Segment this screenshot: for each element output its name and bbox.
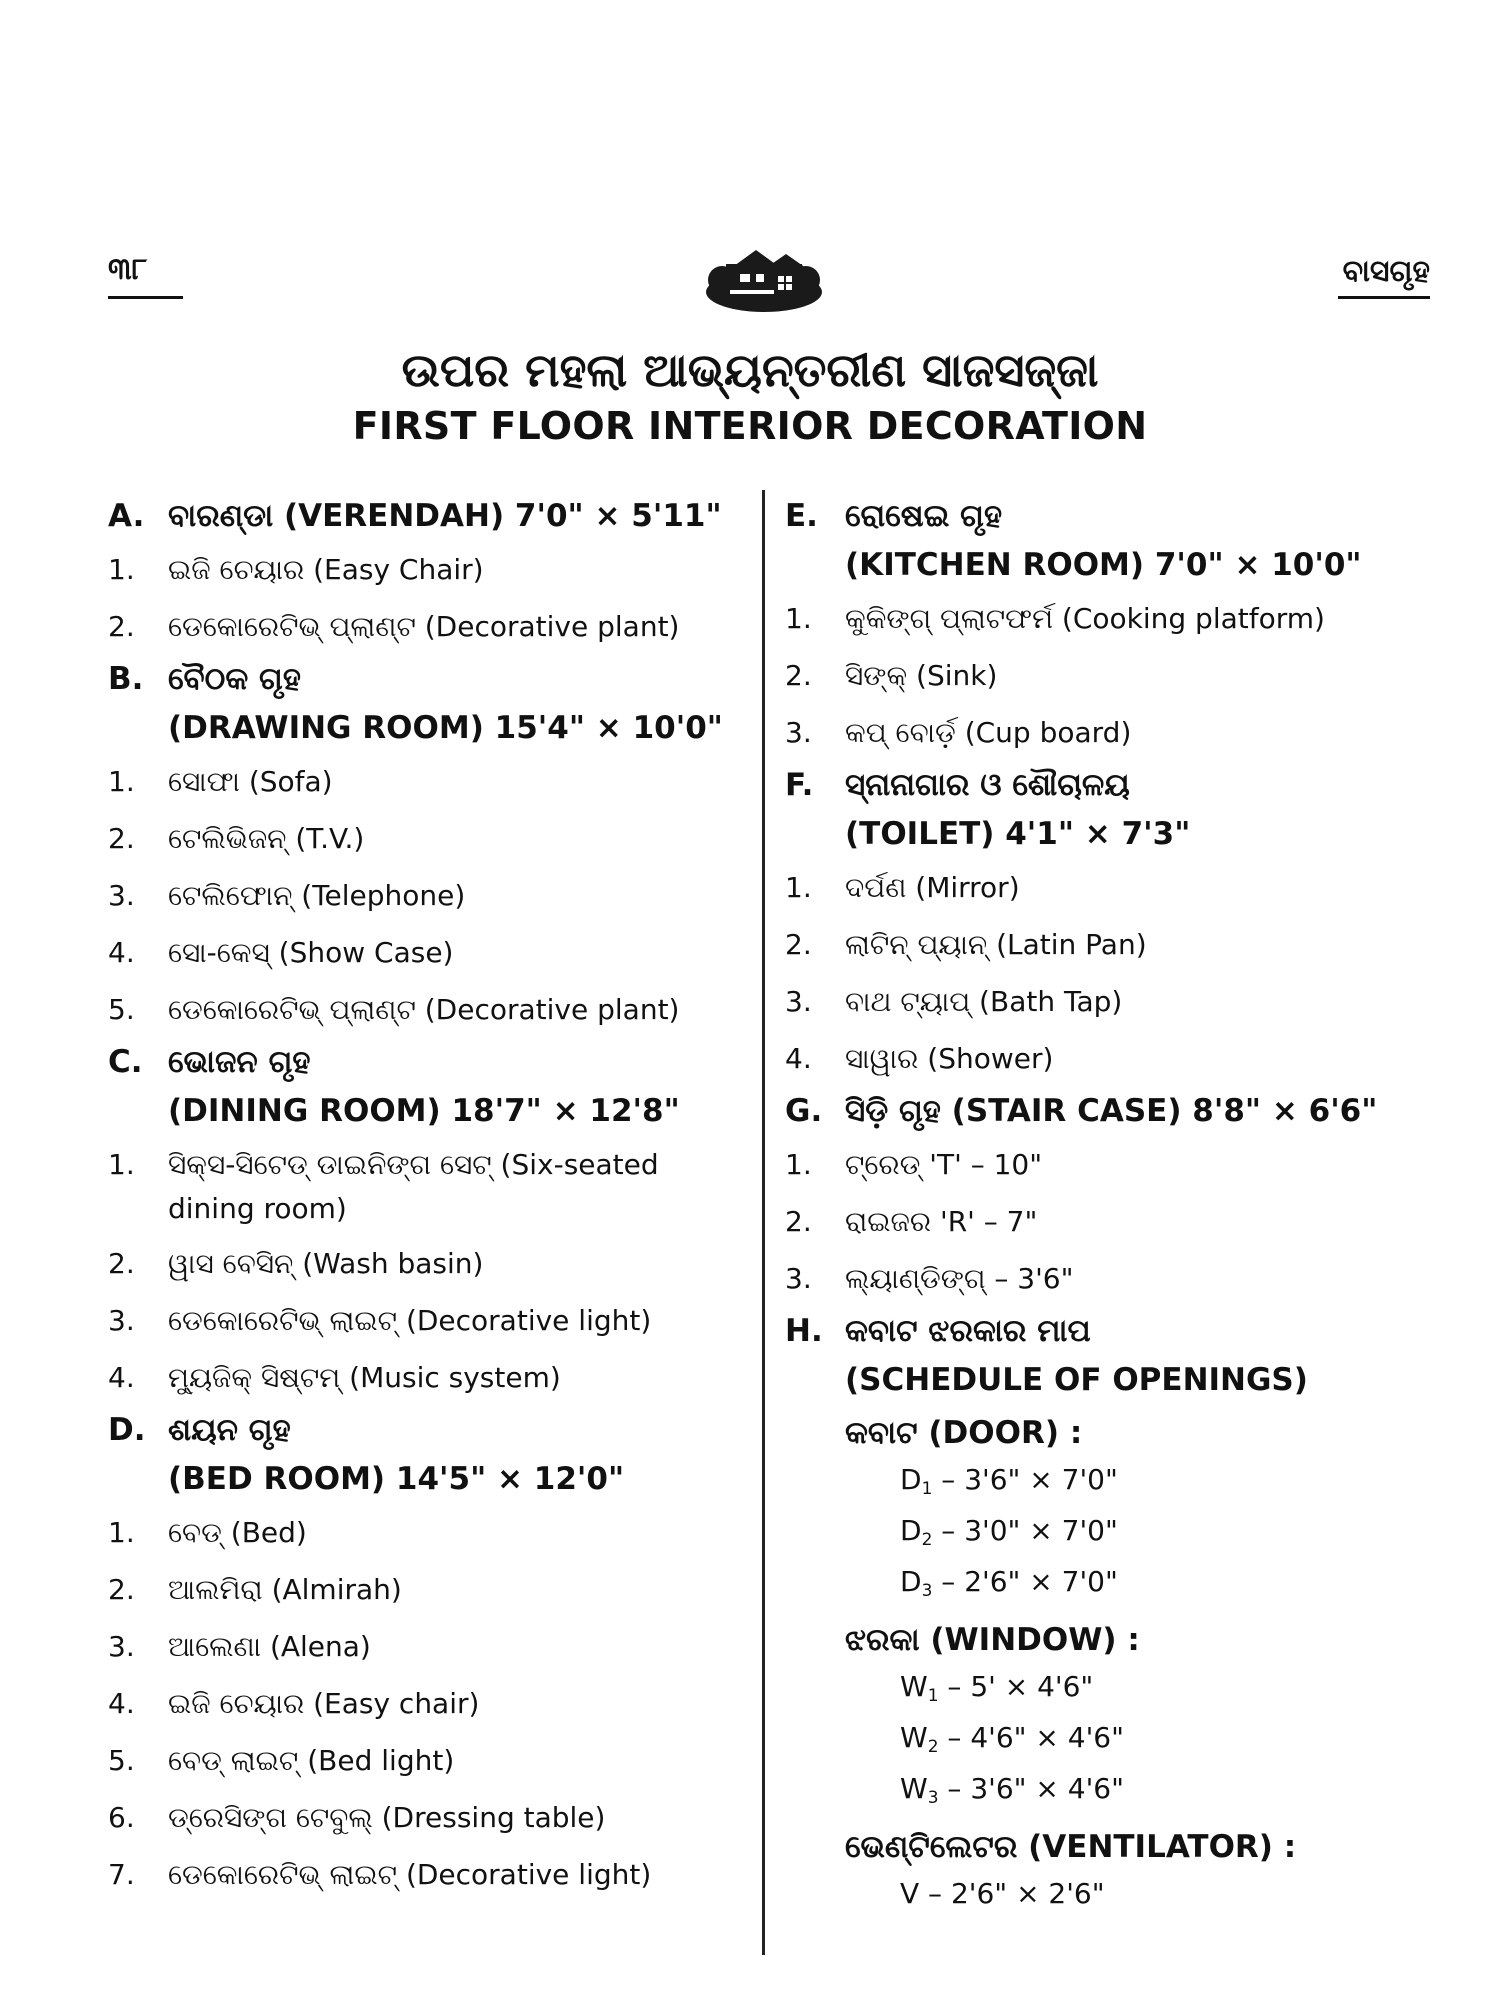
opening-dimension <box>785 1510 1475 1561</box>
list-item <box>108 1789 748 1846</box>
list-item-text: ମ୍ୟୁଜିକ୍ ସିଷ୍ଟମ୍ (Music system) <box>168 1361 561 1394</box>
list-item-number: 3. <box>108 879 135 912</box>
list-item-number: 2. <box>785 1205 812 1238</box>
list-item-text: ଡେକୋରେଟିଭ୍ ପ୍ଲାଣ୍ଟ (Decorative plant) <box>168 610 680 643</box>
list-item <box>108 1675 748 1732</box>
list-item-text: ଟେଲିଫୋନ୍ (Telephone) <box>168 879 466 912</box>
list-item-number: 3. <box>785 716 812 749</box>
list-item-text: ଆଲେଣା (Alena) <box>168 1630 371 1663</box>
opening-subscript: 1 <box>927 1686 939 1706</box>
list-item-number: 3. <box>108 1304 135 1337</box>
section-title: ରୋଷେଇ ଗୃହ <box>845 498 1003 534</box>
opening-dimension <box>785 1561 1475 1612</box>
list-item-text: ଆଲମିରା (Almirah) <box>168 1573 402 1606</box>
list-item-text: ୱାସ ବେସିନ୍ (Wash basin) <box>168 1247 484 1280</box>
list-item-text: କୁକିଙ୍ଗ୍ ପ୍ଲାଟଫର୍ମ (Cooking platform) <box>845 602 1325 635</box>
opening-size: – 4'6" × 4'6" <box>938 1721 1124 1754</box>
section-subtitle: (BED ROOM) 14'5" × 12'0" <box>168 1461 625 1497</box>
list-item-number: 1. <box>108 765 135 798</box>
list-item-text: ରାଇଜର 'R' – 7" <box>845 1205 1038 1238</box>
list-item-text: ଟ୍ରେଡ୍ 'T' – 10" <box>845 1148 1043 1181</box>
list-item-number: 2. <box>785 928 812 961</box>
list-item-number: 1. <box>785 602 812 635</box>
list-item-text: ସୋ-କେସ୍ (Show Case) <box>168 936 454 969</box>
list-item-text: କପ୍ ବୋର୍ଡ଼ (Cup board) <box>845 716 1132 749</box>
section-letter: E. <box>785 498 818 534</box>
list-item-text: ସାୱାର (Shower) <box>845 1042 1054 1075</box>
list-item-number: 3. <box>785 985 812 1018</box>
opening-subscript: 1 <box>921 1479 933 1499</box>
section-title: ଭୋଜନ ଗୃହ <box>168 1044 311 1080</box>
section-letter: G. <box>785 1093 823 1129</box>
opening-size: – 3'6" × 7'0" <box>932 1463 1118 1496</box>
opening-symbol: W <box>900 1670 928 1703</box>
list-item <box>108 1504 748 1561</box>
list-item-text: ଦର୍ପଣ (Mirror) <box>845 871 1020 904</box>
section-g <box>785 1087 1475 1307</box>
section-f <box>785 761 1475 1087</box>
list-item <box>785 1136 1475 1193</box>
list-item-text: ବାଥ ଟ୍ୟାପ୍ (Bath Tap) <box>845 985 1123 1018</box>
list-item <box>785 916 1475 973</box>
list-item <box>785 1250 1475 1307</box>
list-item <box>108 1235 748 1292</box>
list-item <box>108 541 748 598</box>
section-letter: F. <box>785 767 814 803</box>
list-item-text: ଟେଲିଭିଜନ୍ (T.V.) <box>168 822 365 855</box>
section-c <box>108 1038 748 1406</box>
list-item-number: 2. <box>785 659 812 692</box>
opening-dimension <box>785 1873 1475 1914</box>
list-item-number: 2. <box>108 1247 135 1280</box>
section-title: ଶୟନ ଗୃହ <box>168 1412 291 1448</box>
opening-symbol: D <box>900 1565 922 1598</box>
list-item-number: 4. <box>108 936 135 969</box>
opening-size: – 2'6" × 7'0" <box>932 1565 1118 1598</box>
list-item <box>108 1732 748 1789</box>
list-item <box>108 1292 748 1349</box>
list-item-text: ବେଡ୍ ଲାଇଟ୍ (Bed light) <box>168 1744 455 1777</box>
left-column <box>108 492 748 1903</box>
list-item <box>785 704 1475 761</box>
list-item-number: 2. <box>108 1573 135 1606</box>
section-heading <box>108 1038 748 1087</box>
list-item-number: 4. <box>108 1687 135 1720</box>
list-item-number: 1. <box>785 871 812 904</box>
section-title: କବାଟ ଝରକାର ମାପ <box>845 1313 1091 1349</box>
opening-dimension <box>785 1717 1475 1768</box>
list-item-number: 5. <box>108 993 135 1026</box>
list-item <box>785 590 1475 647</box>
section-letter: H. <box>785 1313 823 1349</box>
list-item-text: ଲାଟିନ୍ ପ୍ୟାନ୍ (Latin Pan) <box>845 928 1147 961</box>
list-item <box>785 647 1475 704</box>
section-heading <box>108 655 748 704</box>
list-item-text: ଡ୍ରେସିଙ୍ଗ ଟେବୁଲ୍ (Dressing table) <box>168 1801 606 1834</box>
list-item <box>108 1349 748 1406</box>
column-divider <box>762 490 765 1955</box>
section-e <box>785 492 1475 761</box>
list-item <box>108 598 748 655</box>
list-item <box>108 1618 748 1675</box>
section-title: ବାରଣ୍ଡା (VERENDAH) 7'0" × 5'11" <box>168 498 722 534</box>
opening-subscript: 3 <box>921 1581 933 1601</box>
opening-dimension <box>785 1666 1475 1717</box>
opening-dimension <box>785 1459 1475 1510</box>
section-h <box>785 1307 1475 1914</box>
list-item <box>785 859 1475 916</box>
chapter-title-underline <box>1338 296 1430 299</box>
list-item-number: 5. <box>108 1744 135 1777</box>
list-item-text: ସିଙ୍କ୍ (Sink) <box>845 659 998 692</box>
list-item-number: 1. <box>108 1516 135 1549</box>
list-item <box>108 924 748 981</box>
list-item <box>785 1030 1475 1087</box>
section-heading <box>785 1087 1475 1136</box>
opening-symbol: D <box>900 1463 922 1496</box>
opening-dimension <box>785 1768 1475 1819</box>
list-item-text: ବେଡ୍ (Bed) <box>168 1516 307 1549</box>
section-d <box>108 1406 748 1903</box>
page-number: ୩୮ <box>108 252 148 287</box>
opening-group-heading: ଭେଣ୍ଟିଲେଟର (VENTILATOR) : <box>845 1829 1297 1865</box>
opening-group-heading: କବାଟ (DOOR) : <box>845 1415 1083 1451</box>
list-item-number: 4. <box>785 1042 812 1075</box>
list-item <box>785 1193 1475 1250</box>
section-heading <box>108 1406 748 1455</box>
list-item-text: ଡେକୋରେଟିଭ୍ ଲାଇଟ୍ (Decorative light) <box>168 1304 652 1337</box>
list-item-text: ଲ୍ୟାଣ୍ଡିଙ୍ଗ୍ – 3'6" <box>845 1262 1074 1295</box>
section-heading <box>785 492 1475 541</box>
list-item <box>108 867 748 924</box>
section-heading <box>785 1307 1475 1356</box>
section-heading <box>785 761 1475 810</box>
section-subtitle: (SCHEDULE OF OPENINGS) <box>845 1362 1308 1398</box>
section-heading <box>108 492 748 541</box>
section-letter: D. <box>108 1412 146 1448</box>
list-item <box>108 753 748 810</box>
list-item <box>108 1561 748 1618</box>
opening-group-heading: ଝରକା (WINDOW) : <box>845 1622 1140 1658</box>
list-item-number: 1. <box>785 1148 812 1181</box>
list-item-number: 3. <box>785 1262 812 1295</box>
section-b <box>108 655 748 1038</box>
section-title: ବୈଠକ ଗୃହ <box>168 661 301 697</box>
section-subtitle: (TOILET) 4'1" × 7'3" <box>845 816 1191 852</box>
house-logo-icon <box>704 246 824 318</box>
list-item-number: 2. <box>108 610 135 643</box>
opening-symbol: W <box>900 1772 928 1805</box>
list-item <box>108 981 748 1038</box>
section-subtitle: (DRAWING ROOM) 15'4" × 10'0" <box>168 710 723 746</box>
section-letter: B. <box>108 661 144 697</box>
opening-symbol: D <box>900 1514 922 1547</box>
page-title-odia: ଉପର ମହଲା ଆଭ୍ୟନ୍ତରୀଣ ସାଜସଜ୍ଜା <box>401 343 1099 397</box>
list-item-number: 7. <box>108 1858 135 1891</box>
list-item <box>108 1136 748 1235</box>
list-item-text: ଡେକୋରେଟିଭ୍ ଲାଇଟ୍ (Decorative light) <box>168 1858 652 1891</box>
list-item-text: ଇଜି ଚେୟାର (Easy chair) <box>168 1687 480 1720</box>
opening-subscript: 2 <box>927 1737 939 1757</box>
right-column <box>785 492 1475 1914</box>
list-item <box>108 1846 748 1903</box>
opening-size: – 5' × 4'6" <box>938 1670 1094 1703</box>
list-item-text: ସୋଫା (Sofa) <box>168 765 333 798</box>
list-item-number: 4. <box>108 1361 135 1394</box>
section-title: ସ୍ନାନାଗାର ଓ ଶୌଚାଳୟ <box>845 767 1130 803</box>
list-item-number: 1. <box>108 1148 135 1181</box>
section-subtitle: (DINING ROOM) 18'7" × 12'8" <box>168 1093 680 1129</box>
opening-size: – 2'6" × 2'6" <box>919 1877 1105 1910</box>
section-letter: C. <box>108 1044 143 1080</box>
list-item <box>785 973 1475 1030</box>
page-number-underline <box>108 296 183 299</box>
opening-size: – 3'0" × 7'0" <box>932 1514 1118 1547</box>
section-title: ସିଡ଼ି ଗୃହ (STAIR CASE) 8'8" × 6'6" <box>845 1093 1378 1129</box>
opening-subscript: 2 <box>921 1530 933 1550</box>
list-item-number: 6. <box>108 1801 135 1834</box>
section-letter: A. <box>108 498 145 534</box>
chapter-title: ବାସଗୃହ <box>1342 254 1430 289</box>
list-item-text: ଇଜି ଚେୟାର (Easy Chair) <box>168 553 484 586</box>
opening-symbol: V <box>900 1877 920 1910</box>
opening-symbol: W <box>900 1721 928 1754</box>
list-item-number: 3. <box>108 1630 135 1663</box>
opening-subscript: 3 <box>927 1788 939 1808</box>
list-item-number: 1. <box>108 553 135 586</box>
section-a <box>108 492 748 655</box>
list-item-number: 2. <box>108 822 135 855</box>
opening-size: – 3'6" × 4'6" <box>938 1772 1124 1805</box>
list-item <box>108 810 748 867</box>
list-item-text: ସିକ୍ସ-ସିଟେଡ୍ ଡାଇନିଙ୍ଗ ସେଟ୍ (Six-seated dining room) <box>168 1148 659 1225</box>
page-title-english: FIRST FLOOR INTERIOR DECORATION <box>352 404 1148 448</box>
section-subtitle: (KITCHEN ROOM) 7'0" × 10'0" <box>845 547 1362 583</box>
list-item-text: ଡେକୋରେଟିଭ୍ ପ୍ଲାଣ୍ଟ (Decorative plant) <box>168 993 680 1026</box>
